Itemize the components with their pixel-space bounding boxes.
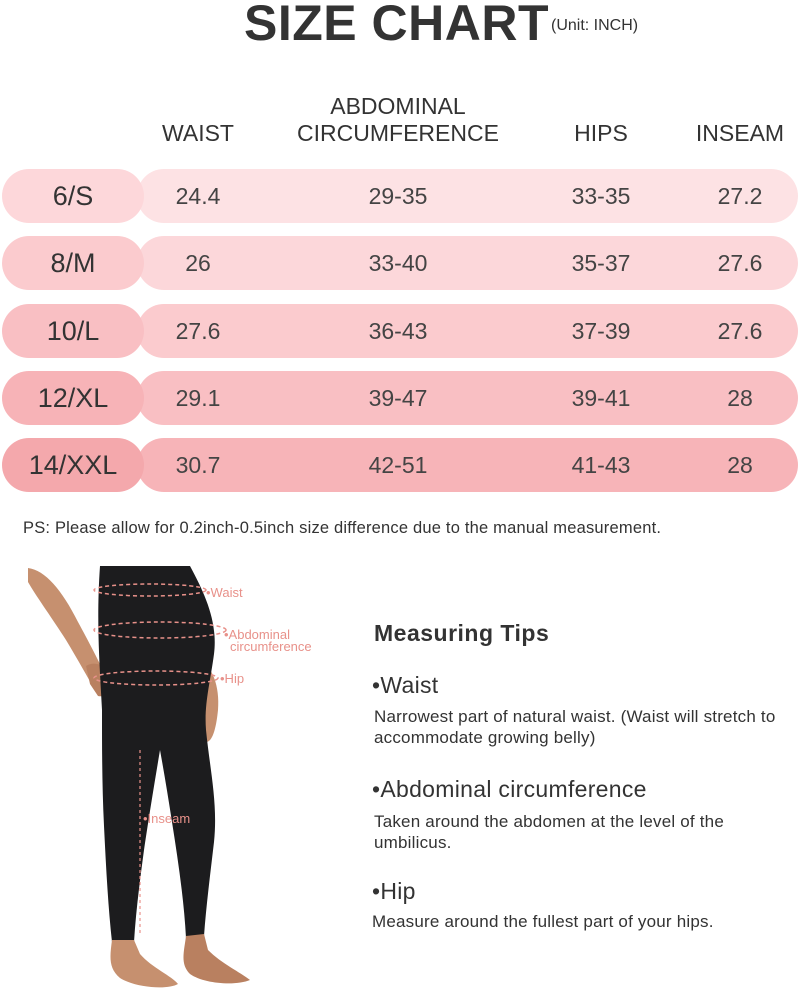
size-label: 6/S [2, 169, 144, 223]
tip-waist-text: Narrowest part of natural waist. (Waist will stretch to accommodate growing belly) [374, 707, 776, 747]
column-header-abdominal: ABDOMINAL [330, 93, 466, 119]
hip-annotation: •Hip [220, 671, 245, 686]
waist-value: 24.4 [175, 183, 221, 209]
column-header-inseam: INSEAM [695, 120, 785, 146]
inseam-annotation: •Inseam [143, 811, 191, 826]
hips-value: 37-39 [571, 318, 631, 344]
hips-value: 35-37 [571, 250, 631, 276]
inseam-value: 28 [727, 452, 753, 478]
hips-value: 39-41 [571, 385, 631, 411]
measurement-note: PS: Please allow for 0.2inch-0.5inch size difference due to the manual measurement. [23, 519, 662, 537]
tip-abdominal-heading: •Abdominal circumference [372, 776, 647, 802]
waist-value: 26 [185, 250, 211, 276]
size-label: 10/L [2, 304, 144, 358]
tip-waist-heading: •Waist [372, 672, 439, 698]
hips-value: 33-35 [571, 183, 631, 209]
page-title: SIZE CHART [244, 0, 549, 51]
tip-abdominal-text: Taken around the abdomen at the level of the umbilicus. [374, 812, 724, 852]
tip-hip-text: Measure around the fullest part of your hips. [372, 912, 714, 931]
circumference-annotation: circumference [230, 639, 312, 654]
model-illustration [0, 560, 360, 1000]
size-label: 14/XXL [2, 438, 144, 492]
waist-value: 29.1 [175, 385, 221, 411]
abdominal-value: 29-35 [368, 183, 428, 209]
size-label: 8/M [2, 236, 144, 290]
leggings-figure [0, 560, 360, 1000]
tip-hip-heading: •Hip [372, 878, 416, 904]
waist-value: 27.6 [175, 318, 221, 344]
abdominal-value: 42-51 [368, 452, 428, 478]
abdominal-value: 33-40 [368, 250, 428, 276]
title-area [0, 0, 801, 50]
abdominal-annotation: •Abdominal [224, 627, 290, 642]
column-header-circumference: CIRCUMFERENCE [297, 120, 499, 146]
waist-value: 30.7 [175, 452, 221, 478]
waist-annotation: •Waist [206, 585, 243, 600]
inseam-value: 27.2 [717, 183, 763, 209]
measuring-tips-title: Measuring Tips [374, 620, 550, 646]
abdominal-value: 39-47 [368, 385, 428, 411]
size-label: 12/XL [2, 371, 144, 425]
unit-label: (Unit: INCH) [551, 17, 639, 34]
inseam-value: 28 [727, 385, 753, 411]
column-header-waist: WAIST [162, 120, 234, 146]
hips-value: 41-43 [571, 452, 631, 478]
inseam-value: 27.6 [717, 250, 763, 276]
inseam-value: 27.6 [717, 318, 763, 344]
column-header-hips: HIPS [574, 120, 628, 146]
abdominal-value: 36-43 [368, 318, 428, 344]
